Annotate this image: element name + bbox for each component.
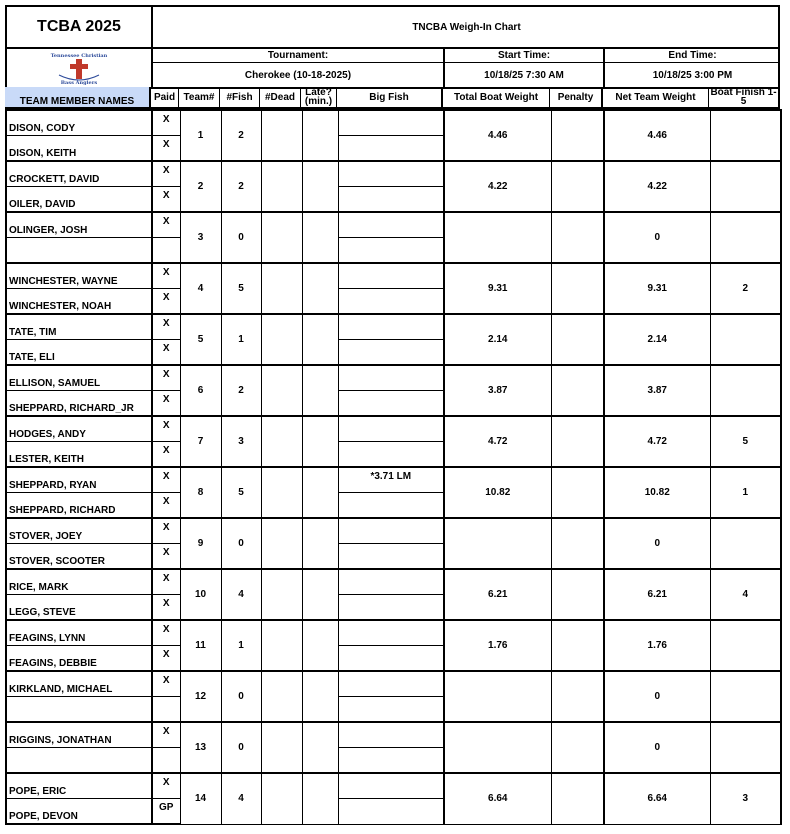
chart-title: TNCBA Weigh-In Chart <box>153 7 780 49</box>
paid-mark: X <box>152 722 180 748</box>
net-team-weight: 0 <box>604 518 710 569</box>
member-name: DISON, CODY <box>6 110 152 136</box>
total-boat-weight: 4.46 <box>444 110 551 161</box>
big-fish-cell <box>338 518 444 569</box>
fish-count: 5 <box>221 263 261 314</box>
late-minutes <box>302 161 338 212</box>
total-boat-weight: 6.64 <box>444 773 551 824</box>
fish-count: 0 <box>221 722 261 773</box>
member-name: STOVER, JOEY <box>6 518 152 544</box>
dead-count <box>261 467 302 518</box>
net-team-weight: 0 <box>604 212 710 263</box>
team-row <box>6 773 781 799</box>
paid-mark: X <box>152 187 180 213</box>
boat-finish: 5 <box>710 416 781 467</box>
logo-text-bottom: Bass Anglers <box>60 80 98 85</box>
late-minutes <box>302 620 338 671</box>
member-name: CROCKETT, DAVID <box>6 161 152 187</box>
tcba-logo <box>7 49 153 89</box>
team-number: 12 <box>180 671 221 722</box>
dead-count <box>261 671 302 722</box>
col-dead: #Dead <box>260 87 301 109</box>
team-row <box>6 569 781 595</box>
team-row <box>6 212 781 238</box>
paid-mark: X <box>152 212 180 238</box>
boat-finish: 4 <box>710 569 781 620</box>
total-boat-weight: 2.14 <box>444 314 551 365</box>
paid-mark: X <box>152 544 180 570</box>
late-minutes <box>302 467 338 518</box>
late-minutes <box>302 263 338 314</box>
col-team-number: Team# <box>179 87 220 109</box>
dead-count <box>261 569 302 620</box>
team-row <box>6 365 781 391</box>
boat-finish <box>710 314 781 365</box>
big-fish-line <box>339 798 443 799</box>
paid-mark: X <box>152 136 180 162</box>
total-boat-weight: 9.31 <box>444 263 551 314</box>
late-minutes <box>302 518 338 569</box>
tournament-label: Tournament: <box>153 49 445 63</box>
paid-mark: X <box>152 391 180 417</box>
big-fish-line <box>339 186 443 187</box>
member-name: STOVER, SCOOTER <box>6 544 152 570</box>
penalty-value <box>551 773 604 824</box>
late-minutes <box>302 773 338 824</box>
big-fish-line <box>339 543 443 544</box>
total-boat-weight <box>444 671 551 722</box>
team-row <box>6 671 781 697</box>
col-late: Late? (min.) <box>301 87 337 109</box>
paid-mark: X <box>152 340 180 366</box>
member-name: DISON, KEITH <box>6 136 152 162</box>
paid-mark: X <box>152 518 180 544</box>
weigh-in-header <box>5 5 780 100</box>
big-fish-cell <box>338 365 444 416</box>
fish-count: 1 <box>221 314 261 365</box>
end-time-label: End Time: <box>605 49 780 63</box>
penalty-value <box>551 161 604 212</box>
paid-mark: X <box>152 289 180 315</box>
col-penalty: Penalty <box>550 87 603 109</box>
net-team-weight: 1.76 <box>604 620 710 671</box>
member-name <box>6 238 152 264</box>
member-name <box>6 697 152 723</box>
logo-cross-icon <box>49 51 109 85</box>
member-name: SHEPPARD, RYAN <box>6 467 152 493</box>
fish-count: 2 <box>221 161 261 212</box>
penalty-value <box>551 569 604 620</box>
team-row <box>6 263 781 289</box>
net-team-weight: 0 <box>604 671 710 722</box>
penalty-value <box>551 314 604 365</box>
paid-mark: X <box>152 161 180 187</box>
dead-count <box>261 416 302 467</box>
total-boat-weight: 1.76 <box>444 620 551 671</box>
paid-mark: X <box>152 671 180 697</box>
late-minutes <box>302 722 338 773</box>
team-row <box>6 416 781 442</box>
boat-finish <box>710 212 781 263</box>
late-minutes <box>302 212 338 263</box>
big-fish-cell <box>338 671 444 722</box>
col-paid: Paid <box>151 87 179 109</box>
big-fish-cell <box>338 314 444 365</box>
team-row <box>6 314 781 340</box>
net-team-weight: 3.87 <box>604 365 710 416</box>
team-row <box>6 518 781 544</box>
member-name: LEGG, STEVE <box>6 595 152 621</box>
team-row <box>6 110 781 136</box>
fish-count: 2 <box>221 365 261 416</box>
member-name: OLINGER, JOSH <box>6 212 152 238</box>
penalty-value <box>551 467 604 518</box>
member-name: POPE, DEVON <box>6 799 152 825</box>
penalty-value <box>551 212 604 263</box>
big-fish-cell <box>338 161 444 212</box>
member-name <box>6 748 152 774</box>
org-title: TCBA 2025 <box>7 7 153 49</box>
big-fish-cell <box>338 263 444 314</box>
net-team-weight: 6.64 <box>604 773 710 824</box>
paid-mark: GP <box>152 799 180 825</box>
boat-finish <box>710 110 781 161</box>
total-boat-weight: 3.87 <box>444 365 551 416</box>
paid-mark: X <box>152 314 180 340</box>
net-team-weight: 4.46 <box>604 110 710 161</box>
fish-count: 0 <box>221 212 261 263</box>
paid-mark: X <box>152 442 180 468</box>
dead-count <box>261 722 302 773</box>
member-name: WINCHESTER, WAYNE <box>6 263 152 289</box>
end-time-value: 10/18/25 3:00 PM <box>605 63 780 89</box>
total-boat-weight: 6.21 <box>444 569 551 620</box>
member-name: RIGGINS, JONATHAN <box>6 722 152 748</box>
late-minutes <box>302 569 338 620</box>
penalty-value <box>551 620 604 671</box>
net-team-weight: 10.82 <box>604 467 710 518</box>
big-fish-cell <box>338 773 444 824</box>
team-number: 13 <box>180 722 221 773</box>
big-fish-cell <box>338 110 444 161</box>
net-team-weight: 4.22 <box>604 161 710 212</box>
paid-mark: X <box>152 773 180 799</box>
team-number: 1 <box>180 110 221 161</box>
big-fish-cell <box>338 722 444 773</box>
late-minutes <box>302 416 338 467</box>
fish-count: 2 <box>221 110 261 161</box>
paid-mark: X <box>152 595 180 621</box>
team-number: 14 <box>180 773 221 824</box>
total-boat-weight <box>444 518 551 569</box>
penalty-value <box>551 263 604 314</box>
big-fish-line <box>339 441 443 442</box>
member-name: SHEPPARD, RICHARD_JR <box>6 391 152 417</box>
col-fish: #Fish <box>220 87 260 109</box>
big-fish-value: *3.71 LM <box>370 471 412 482</box>
total-boat-weight: 10.82 <box>444 467 551 518</box>
net-team-weight: 0 <box>604 722 710 773</box>
boat-finish <box>710 518 781 569</box>
member-name: TATE, ELI <box>6 340 152 366</box>
member-name: FEAGINS, LYNN <box>6 620 152 646</box>
fish-count: 4 <box>221 569 261 620</box>
big-fish-line <box>339 492 443 493</box>
weigh-in-table <box>5 109 782 825</box>
paid-mark <box>152 238 180 264</box>
total-boat-weight <box>444 212 551 263</box>
big-fish-line <box>339 135 443 136</box>
big-fish-cell <box>338 416 444 467</box>
team-number: 6 <box>180 365 221 416</box>
team-number: 4 <box>180 263 221 314</box>
paid-mark: X <box>152 646 180 672</box>
dead-count <box>261 620 302 671</box>
team-number: 7 <box>180 416 221 467</box>
fish-count: 3 <box>221 416 261 467</box>
net-team-weight: 2.14 <box>604 314 710 365</box>
late-minutes <box>302 671 338 722</box>
col-boat-finish: Boat Finish 1-5 <box>709 87 780 109</box>
penalty-value <box>551 722 604 773</box>
big-fish-line <box>339 696 443 697</box>
member-name: FEAGINS, DEBBIE <box>6 646 152 672</box>
boat-finish: 3 <box>710 773 781 824</box>
fish-count: 1 <box>221 620 261 671</box>
late-minutes <box>302 314 338 365</box>
team-number: 5 <box>180 314 221 365</box>
net-team-weight: 4.72 <box>604 416 710 467</box>
big-fish-line <box>339 747 443 748</box>
big-fish-cell <box>338 467 444 518</box>
penalty-value <box>551 518 604 569</box>
member-name: LESTER, KEITH <box>6 442 152 468</box>
team-row <box>6 722 781 748</box>
team-row <box>6 161 781 187</box>
dead-count <box>261 518 302 569</box>
boat-finish: 2 <box>710 263 781 314</box>
team-number: 10 <box>180 569 221 620</box>
big-fish-cell <box>338 620 444 671</box>
member-name: OILER, DAVID <box>6 187 152 213</box>
start-time-value: 10/18/25 7:30 AM <box>445 63 605 89</box>
start-time-label: Start Time: <box>445 49 605 63</box>
dead-count <box>261 263 302 314</box>
big-fish-cell <box>338 212 444 263</box>
penalty-value <box>551 416 604 467</box>
paid-mark: X <box>152 110 180 136</box>
team-number: 3 <box>180 212 221 263</box>
member-name: SHEPPARD, RICHARD <box>6 493 152 519</box>
late-minutes <box>302 365 338 416</box>
fish-count: 0 <box>221 518 261 569</box>
dead-count <box>261 110 302 161</box>
big-fish-line <box>339 237 443 238</box>
member-name: HODGES, ANDY <box>6 416 152 442</box>
col-net-team-weight: Net Team Weight <box>603 87 709 109</box>
big-fish-line <box>339 594 443 595</box>
member-name: RICE, MARK <box>6 569 152 595</box>
boat-finish <box>710 620 781 671</box>
late-minutes <box>302 110 338 161</box>
team-number: 2 <box>180 161 221 212</box>
dead-count <box>261 773 302 824</box>
big-fish-line <box>339 390 443 391</box>
paid-mark: X <box>152 263 180 289</box>
paid-mark: X <box>152 416 180 442</box>
penalty-value <box>551 365 604 416</box>
member-name: KIRKLAND, MICHAEL <box>6 671 152 697</box>
fish-count: 5 <box>221 467 261 518</box>
dead-count <box>261 314 302 365</box>
paid-mark: X <box>152 365 180 391</box>
boat-finish <box>710 365 781 416</box>
paid-mark <box>152 697 180 723</box>
net-team-weight: 9.31 <box>604 263 710 314</box>
boat-finish: 1 <box>710 467 781 518</box>
team-number: 11 <box>180 620 221 671</box>
col-team-member-names: TEAM MEMBER NAMES <box>5 87 151 109</box>
paid-mark: X <box>152 569 180 595</box>
paid-mark: X <box>152 620 180 646</box>
big-fish-line <box>339 339 443 340</box>
member-name: TATE, TIM <box>6 314 152 340</box>
dead-count <box>261 212 302 263</box>
member-name: ELLISON, SAMUEL <box>6 365 152 391</box>
dead-count <box>261 365 302 416</box>
boat-finish <box>710 671 781 722</box>
big-fish-line <box>339 645 443 646</box>
big-fish-cell <box>338 569 444 620</box>
col-big-fish: Big Fish <box>337 87 443 109</box>
paid-mark: X <box>152 493 180 519</box>
penalty-value <box>551 110 604 161</box>
team-number: 9 <box>180 518 221 569</box>
total-boat-weight <box>444 722 551 773</box>
logo-text-top: Tennessee Christian <box>50 53 108 59</box>
net-team-weight: 6.21 <box>604 569 710 620</box>
boat-finish <box>710 722 781 773</box>
fish-count: 4 <box>221 773 261 824</box>
paid-mark: X <box>152 467 180 493</box>
dead-count <box>261 161 302 212</box>
team-number: 8 <box>180 467 221 518</box>
col-total-boat-weight: Total Boat Weight <box>443 87 550 109</box>
penalty-value <box>551 671 604 722</box>
paid-mark <box>152 748 180 774</box>
team-row <box>6 467 781 493</box>
boat-finish <box>710 161 781 212</box>
member-name: POPE, ERIC <box>6 773 152 799</box>
member-name: WINCHESTER, NOAH <box>6 289 152 315</box>
big-fish-line <box>339 288 443 289</box>
fish-count: 0 <box>221 671 261 722</box>
total-boat-weight: 4.72 <box>444 416 551 467</box>
tournament-value: Cherokee (10-18-2025) <box>153 63 445 89</box>
team-row <box>6 620 781 646</box>
total-boat-weight: 4.22 <box>444 161 551 212</box>
